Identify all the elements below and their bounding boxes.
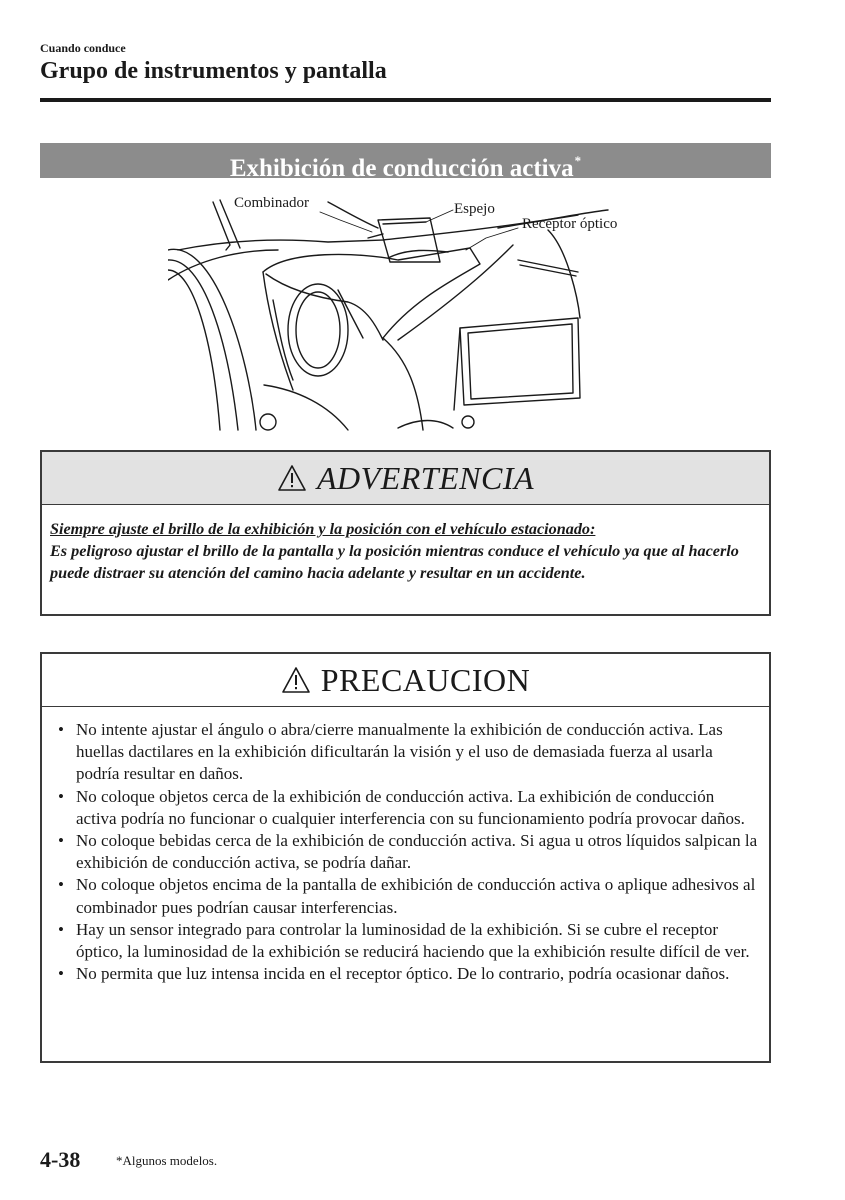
page-title: Grupo de instrumentos y pantalla <box>40 58 387 84</box>
caution-item <box>58 919 759 963</box>
caution-item <box>58 719 759 786</box>
warning-box <box>40 450 771 616</box>
caution-list <box>58 719 759 985</box>
bullet: • <box>58 919 64 939</box>
caution-title: PRECAUCION <box>320 661 531 698</box>
warning-text: Es peligroso ajustar el brillo de la pantalla y la posición mientras conduce el vehículo ya que al hacerlo puede distraer su atención del camino hacia adelante y resultar en un accidente. <box>50 542 739 582</box>
warning-triangle-icon <box>277 464 307 492</box>
combiner-label: Combinador <box>234 195 309 211</box>
caution-item <box>58 874 759 918</box>
caution-item-text: No permita que luz intensa incida en el receptor óptico. De lo contrario, podría ocasionar daños. <box>76 964 730 984</box>
warning-title: ADVERTENCIA <box>316 459 535 496</box>
caution-item-text: No coloque bebidas cerca de la exhibición de conducción activa. Si agua u otros líquidos salpican la exhibición de conducción activa, se podría dañar. <box>76 831 758 873</box>
warning-header <box>42 452 769 505</box>
caution-item-text: No intente ajustar el ángulo o abra/cierre manualmente la exhibición de conducción activa. Las huellas dactilares en la exhibición dificultarán la visión y el uso de demasiada fuerza al usarla podría resultar en daños. <box>76 720 723 784</box>
bullet: • <box>58 831 64 851</box>
caution-item <box>58 963 759 985</box>
feature-title-bar <box>40 143 771 182</box>
footnote: *Algunos modelos. <box>116 1153 218 1168</box>
mirror-label: Espejo <box>454 201 495 217</box>
bullet: • <box>58 720 64 739</box>
section-label: Cuando conduce <box>40 41 126 55</box>
warning-triangle-icon <box>281 666 311 694</box>
optical-receiver-label: Receptor óptico <box>522 216 618 232</box>
caution-item <box>58 830 759 874</box>
bullet: • <box>58 964 64 984</box>
dashboard-illustration <box>168 190 638 432</box>
feature-title: Exhibición de conducción activa <box>229 155 574 182</box>
feature-footnote-marker: * <box>574 153 582 168</box>
bullet: • <box>58 786 64 806</box>
caution-item-text: No coloque objetos encima de la pantalla de exhibición de conducción activa o aplique adhesivos al combinador pues podrían causar interferencias. <box>76 875 756 917</box>
bullet: • <box>58 875 64 895</box>
caution-box <box>40 652 771 1063</box>
caution-item-text: No coloque objetos cerca de la exhibición de conducción activa. La exhibición de conducción activa podría no funcionar o cualquier interferencia con su funcionamiento podría provocar daños. <box>76 786 745 828</box>
warning-body <box>42 505 769 594</box>
caution-body <box>42 707 769 993</box>
page-number: 4-38 <box>40 1147 81 1172</box>
warning-heading: Siempre ajuste el brillo de la exhibición y la posición con el vehículo estacionado: <box>50 520 596 538</box>
caution-item <box>58 786 759 830</box>
caution-item-text: Hay un sensor integrado para controlar la luminosidad de la exhibición. Si se cubre el receptor óptico, la luminosidad de la exhibición se reducirá haciendo que la exhibición resulte difícil de ver. <box>76 919 750 962</box>
title-rule <box>40 98 771 102</box>
caution-header <box>42 654 769 707</box>
